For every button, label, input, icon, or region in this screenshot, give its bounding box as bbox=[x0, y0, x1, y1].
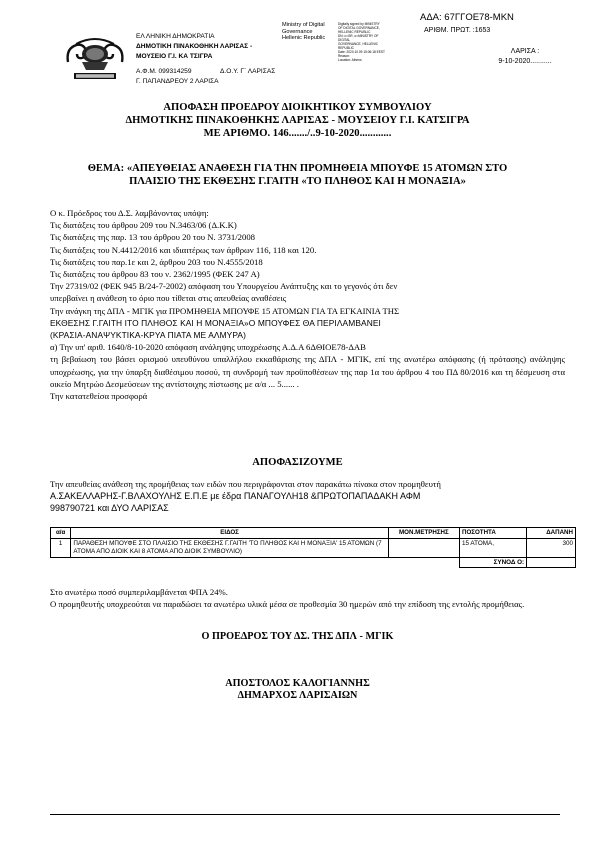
address: Γ. ΠΑΠΑΝΔΡΕΟΥ 2 ΛΑΡΙΣΑ bbox=[136, 77, 219, 85]
terms bbox=[50, 586, 565, 610]
digital-detail-line: Location: Athens bbox=[338, 58, 362, 62]
digital-detail-line: DN: c=GR, o=MINISTRY OF DIGITAL bbox=[338, 34, 379, 42]
title-line-3: ΜΕ ΑΡΙΘΜΟ. 146......./..9-10-2020............ bbox=[203, 128, 392, 139]
supplier-line-1: Α.ΣΑΚΕΛΛΑΡΗΣ-Γ.ΒΛΑΧΟΥΛΗΣ Ε.Π.Ε με έδρα ΠΑΝΑΓΟΥΛΗ18 &ΠΡΩΤΟΠΑΠΑΔΑΚΗ ΑΦΜ bbox=[50, 491, 421, 502]
consideration-line: Τις διατάξεις του άρθρου 209 του Ν.3463/06 (Δ.Κ.Κ) bbox=[50, 220, 237, 231]
afm-label: Α.Φ.Μ. 099314259 bbox=[136, 67, 192, 75]
place-date bbox=[480, 47, 570, 67]
digital-detail-line: Reason: bbox=[338, 54, 350, 58]
subject-line-2: ΠΛΑΙΣΙΟ ΤΗΣ ΕΚΘΕΣΗΣ Γ.ΓΑΙΤΗ «ΤΟ ΠΛΗΘΟΣ ΚΑΙ Η ΜΟΝΑΞΙΑ» bbox=[129, 176, 466, 187]
document-date: 9-10-2020........... bbox=[498, 58, 552, 65]
subject-line-1: ΘΕΜΑ: «ΑΠΕΥΘΕΙΑΣ ΑΝΑΘΕΣΗ ΓΙΑ ΤΗΝ ΠΡΟΜΗΘΕΙΑ ΜΠΟΥΦΕ 15 ΑΤΟΜΩΝ ΣΤΟ bbox=[87, 163, 508, 174]
table-header-row bbox=[51, 528, 576, 539]
digital-detail-line: HELLENIC REPUBLIC bbox=[338, 30, 371, 34]
digital-detail-line: OF DIGITAL GOVERNANCE, bbox=[338, 26, 380, 30]
items-table bbox=[50, 527, 576, 568]
table-row bbox=[51, 539, 576, 558]
sum-spacer bbox=[71, 558, 388, 568]
doy-label: Δ.Ο.Υ. Γ΄ ΛΑΡΙΣΑΣ bbox=[220, 67, 276, 75]
vat-note: Στο ανωτέρω ποσό συμπεριλαμβάνεται ΦΠΑ 24%. bbox=[50, 587, 228, 597]
supplier-line-2: 998790721 και ΔΥΟ ΛΑΡΙΣΑΣ bbox=[50, 503, 169, 514]
title-line-1: ΑΠΟΦΑΣΗ ΠΡΟΕΔΡΟΥ ΔΙΟΙΚΗΤΙΚΟΥ ΣΥΜΒΟΥΛΙΟΥ bbox=[163, 102, 432, 113]
decision-line: Την απευθείας ανάθεση της προμήθειας των ειδών που περιγράφονται στον παρακάτω πίνακα στον προμηθευτή bbox=[50, 479, 441, 489]
title-line-2: ΔΗΜΟΤΙΚΗΣ ΠΙΝΑΚΟΘΗΚΗΣ ΛΑΡΙΣΑΣ - ΜΟΥΣΕΙΟΥ Γ.Ι. ΚΑΤΣΙΓΡΑ bbox=[125, 115, 470, 126]
subject-heading bbox=[40, 162, 555, 188]
col-unit: ΜΟΝ.ΜΕΤΡΗΣΗΣ bbox=[388, 528, 459, 539]
col-cost: ΔΑΠΑΝΗ bbox=[527, 528, 576, 539]
footer-divider bbox=[50, 814, 560, 815]
sum-spacer bbox=[388, 558, 459, 568]
pledge-line: α) Την υπ' αριθ. 1640/8-10-2020 απόφαση ανάληψης υποχρέωσης Α.Δ.Α 6ΔΘΙΟΕ78-ΔΑΒ bbox=[50, 342, 366, 353]
table-sum-row bbox=[51, 558, 576, 568]
digital-signer-line: Governance bbox=[282, 28, 313, 35]
cell-aa: 1 bbox=[51, 539, 71, 558]
tax-ids bbox=[136, 67, 286, 77]
ada-number: ΑΔΑ: 67ΓΓΟΕ78-ΜΚΝ bbox=[420, 12, 514, 23]
sum-label: ΣΥΝΟΔ Ο: bbox=[460, 558, 527, 568]
col-aa: α/α bbox=[51, 528, 71, 539]
col-item: ΕΙΔΟΣ bbox=[71, 528, 388, 539]
digital-signature-details bbox=[338, 22, 390, 62]
issuer-line-2: ΔΗΜΟΤΙΚΗ ΠΙΝΑΚΟΘΗΚΗ ΛΑΡΙΣΑΣ - bbox=[136, 43, 253, 51]
digital-detail-line: Date: 2020.10.09 15:06:18 EEST bbox=[338, 50, 385, 54]
sum-spacer bbox=[51, 558, 71, 568]
consideration-line: υπερβαίνει η ανάθεση το όριο που τίθεται στις απευθείας αναθέσεις bbox=[50, 293, 287, 304]
decision-heading: ΑΠΟΦΑΣΙΖΟΥΜΕ bbox=[252, 457, 343, 468]
document-title bbox=[40, 101, 555, 140]
museum-logo-icon bbox=[62, 32, 128, 84]
digital-signer-line: Hellenic Republic bbox=[282, 35, 326, 42]
digital-signature-block bbox=[282, 22, 392, 62]
signatory-name: ΑΠΟΣΤΟΛΟΣ ΚΑΛΟΓΙΑΝΝΗΣ bbox=[225, 678, 370, 689]
sum-value bbox=[527, 558, 576, 568]
issuer-block bbox=[136, 32, 286, 87]
cell-cost: 300 bbox=[527, 539, 576, 558]
digital-detail-line: GOVERNANCE, HELLENIC REPUBLIC bbox=[338, 42, 379, 50]
consideration-line: Τις διατάξεις του άρθρου 83 του ν. 2362/1995 (ΦΕΚ 247 Α) bbox=[50, 269, 260, 280]
digital-signer-line: Ministry of Digital bbox=[282, 22, 325, 28]
digital-detail-line: Digitally signed by MINISTRY bbox=[338, 22, 380, 26]
protocol-number: ΑΡΙΘΜ. ΠΡΩΤ. :1653 bbox=[424, 27, 491, 34]
consideration-line: Τις διατάξεις της παρ. 13 του άρθρου 20 του Ν. 3731/2008 bbox=[50, 232, 256, 243]
col-quantity: ΠΟΣΟΤΗΤΑ bbox=[460, 528, 527, 539]
issuer-line-3: ΜΟΥΣΕΙΟ Γ.Ι. ΚΑ ΤΣΙΓΡΑ bbox=[136, 53, 213, 61]
cell-unit bbox=[388, 539, 459, 558]
signatory-title: Ο ΠΡΟΕΔΡΟΣ ΤΟΥ ΔΣ. ΤΗΣ ΔΠΛ - ΜΓΙΚ bbox=[201, 631, 394, 642]
consideration-line: Τις διατάξεις του Ν.4412/2016 και ιδιαιτέρως των άρθρων 116, 118 και 120. bbox=[50, 244, 317, 255]
need-caps-line-1: ΕΚΘΕΣΗΣ Γ.ΓΑΙΤΗ ΙΤΟ ΠΛΗΘΟΣ ΚΑΙ Η ΜΟΝΑΞΙΑ»Ο ΜΠΟΥΦΕΣ ΘΑ ΠΕΡΙΛΑΜΒΑΝΕΙ bbox=[50, 317, 381, 328]
cell-item: ΠΑΡΑΘΕΣΗ ΜΠΟΥΦΕ ΣΤΟ ΠΛΑΙΣΙΟ ΤΗΣ ΕΚΘΕΣΗΣ Γ.ΓΑΙΤΗ 'ΤΟ ΠΛΗΘΟΣ ΚΑΙ Η ΜΟΝΑΞΙΑ' 15 ΑΤΟΜΩΝ (7 ΑΤΟΜΑ ΑΠΟ ΔΙΟΙΚ ΚΑΙ 8 ΑΤΟΜΑ ΑΠΟ ΔΙΟΙΚ ΣΥΜΒΟΥΛΙΟ) bbox=[71, 539, 388, 558]
considerations bbox=[50, 207, 565, 402]
consideration-line: Τις διατάξεις του παρ.1ε και 2, άρθρου 203 του Ν.4555/2018 bbox=[50, 256, 263, 267]
consideration-line: Την 27319/02 (ΦΕΚ 945 Β/24-7-2002) απόφαση του Υπουργείου Ανάπτυξης και το γεγονός ότι δεν bbox=[50, 281, 398, 292]
place-label: ΛΑΡΙΣΑ : bbox=[510, 48, 540, 55]
digital-signer bbox=[282, 22, 338, 42]
need-caps-line-2: (ΚΡΑΣΙΑ-ΑΝΑΨΥΚΤΙΚΑ-ΚΡΥΑ ΠΙΑΤΑ ΜΕ ΑΛΜΥΡΑ) bbox=[50, 330, 246, 341]
signatory bbox=[40, 678, 555, 702]
signatory-role: ΔΗΜΑΡΧΟΣ ΛΑΡΙΣΑΙΩΝ bbox=[237, 690, 358, 701]
verification-paragraph: τη βεβαίωση του βάσει ορισμού υπευθύνου υπαλλήλου εκκαθάρισης της ΔΠΛ - ΜΓΙΚ, επί της ανωτέρω απόφασης (ή πρότασης) ανάληψης υποχρέωσης, για την ύπαρξη διαθέσιμου ποσού, τη συνδρομή των προϋποθέσεων της παρ 1α του άρθρου 4 του ΠΔ 80/2016 και τη δέσμευση στα οικείο Μητρώο Δεσμεύσεων της αντίστοιχης πίστωσης με α/α ... 5...... . bbox=[50, 354, 565, 389]
consideration-line: Ο κ. Πρόεδρος του Δ.Σ. λαμβάνοντας υπόψη: bbox=[50, 208, 209, 218]
delivery-note: Ο προμηθευτής υποχρεούται να παραδώσει τα ανωτέρω υλικά μέσα σε προθεσμία 30 ημερών από την επίδοση της εντολής προμήθειας. bbox=[50, 599, 525, 610]
decision-text bbox=[50, 478, 565, 515]
need-line: Την ανάγκη της ΔΠΛ - ΜΓΙΚ για ΠΡΟΜΗΘΕΙΑ ΜΠΟΥΦΕ 15 ΑΤΟΜΩΝ ΓΙΑ ΤΑ ΕΓΚΑΙΝΙΑ ΤΗΣ bbox=[50, 305, 400, 316]
issuer-line-1: ΕΛ ΛΗΝΙΚΗ ΔΗΜΟΚΡΑΤΙΑ bbox=[136, 33, 215, 40]
offer-line: Την κατατεθείσα προσφορά bbox=[50, 391, 148, 402]
cell-quantity: 15 ΑΤΟΜΑ, bbox=[460, 539, 527, 558]
